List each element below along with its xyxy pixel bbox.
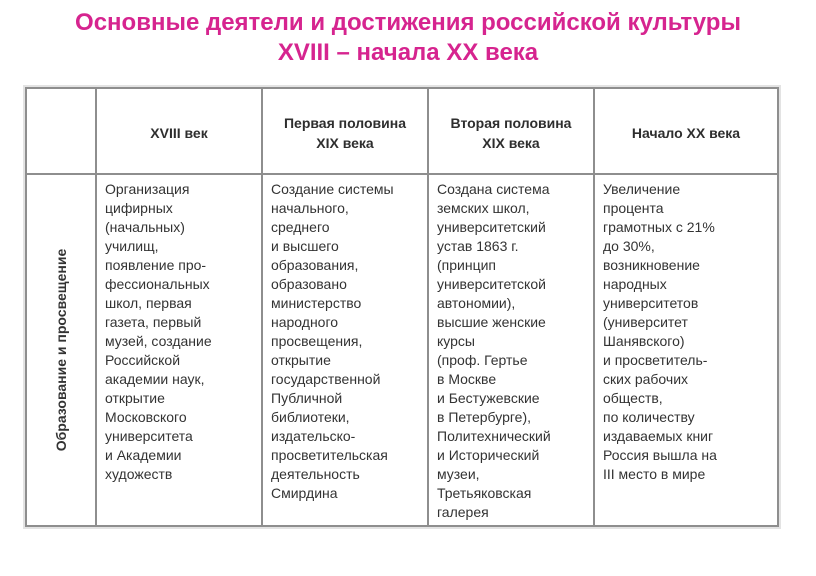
culture-table: [25, 87, 779, 527]
table-cell-18th-century: [96, 174, 262, 526]
cell-text-line: университета: [105, 428, 193, 444]
cell-text-line: университетской: [437, 276, 546, 292]
row-header-cell: [26, 174, 96, 526]
header-label-line-2: XIX века: [482, 135, 540, 151]
cell-text-line: курсы: [437, 333, 475, 349]
cell-text-line: в Москве: [437, 371, 497, 387]
cell-text-line: (начальных): [105, 219, 185, 235]
cell-text-line: Российской: [105, 352, 181, 368]
header-cell-early-19th-century: [262, 88, 428, 174]
cell-text-line: народного: [271, 314, 339, 330]
cell-text-line: открытие: [271, 352, 331, 368]
cell-text-line: Увеличение: [603, 181, 681, 197]
cell-text-line: до 30%,: [603, 238, 655, 254]
cell-text-line: издаваемых книг: [603, 428, 714, 444]
corner-cell: [26, 88, 96, 174]
cell-text-line: ских рабочих: [603, 371, 689, 387]
cell-text-line: образования,: [271, 257, 359, 273]
cell-text-line: Третьяковская: [437, 485, 532, 501]
cell-text-line: появление про-: [105, 257, 207, 273]
cell-text-line: устав 1863 г.: [437, 238, 519, 254]
title-line-1: Основные деятели и достижения российской культуры: [75, 9, 741, 36]
cell-text-line: открытие: [105, 390, 165, 406]
cell-text-line: школ, первая: [105, 295, 192, 311]
cell-text-line: и Исторический: [437, 447, 540, 463]
table-cell-late-19th-century: [428, 174, 594, 526]
cell-text-line: библиотеки,: [271, 409, 350, 425]
cell-text-line: возникновение: [603, 257, 700, 273]
cell-text-line: газета, первый: [105, 314, 202, 330]
cell-text-line: народных: [603, 276, 667, 292]
header-cell-18th-century: [96, 88, 262, 174]
cell-text-line: музеи,: [437, 466, 480, 482]
cell-text-line: художеств: [105, 466, 173, 482]
header-label-line-1: Первая половина: [283, 115, 407, 131]
cell-text-line: высшие женские: [437, 314, 546, 330]
cell-text-line: Создание системы: [271, 181, 394, 197]
cell-text-line: и Академии: [105, 447, 182, 463]
cell-text-line: и просветитель-: [603, 352, 708, 368]
cell-text-line: в Петербурге),: [437, 409, 532, 425]
cell-text-line: университетский: [437, 219, 546, 235]
header-row: [26, 88, 778, 174]
cell-text-line: грамотных с 21%: [603, 219, 715, 235]
cell-text-line: Россия вышла на: [603, 447, 717, 463]
cell-text-line: государственной: [271, 371, 381, 387]
cell-text-line: академии наук,: [105, 371, 205, 387]
cell-text-line: и Бестужевские: [437, 390, 540, 406]
cell-text-line: училищ,: [105, 238, 159, 254]
cell-text-line: Организация: [105, 181, 190, 197]
cell-text-line: образовано: [271, 276, 347, 292]
cell-text-line: Политехнический: [437, 428, 551, 444]
cell-text-line: Публичной: [271, 390, 343, 406]
cell-text-line: просветительская: [271, 447, 388, 463]
cell-text-line: фессиональных: [105, 276, 210, 292]
cell-text-line: автономии),: [437, 295, 516, 311]
cell-text-line: (университет: [603, 314, 688, 330]
cell-text-line: (проф. Гертье: [437, 352, 528, 368]
header-label: XVIII век: [150, 125, 208, 141]
title-line-2: XVIII – начала XX века: [277, 39, 539, 66]
cell-text-line: (принцип: [437, 257, 497, 273]
cell-text-line: среднего: [271, 219, 330, 235]
cell-text-line: Шанявского): [603, 333, 685, 349]
cell-text-line: музей, создание: [105, 333, 212, 349]
cell-text-line: Смирдина: [271, 485, 338, 501]
cell-text-line: министерство: [271, 295, 362, 311]
header-label: Начало XX века: [631, 125, 741, 141]
cell-text-line: цифирных: [105, 200, 173, 216]
header-label-line-1: Вторая половина: [450, 115, 572, 131]
cell-text-line: и высшего: [271, 238, 339, 254]
header-cell-late-19th-century: [428, 88, 594, 174]
cell-text-line: процента: [603, 200, 664, 216]
page-title: [0, 8, 816, 68]
row-label: Образование и просвещение: [53, 248, 69, 452]
cell-text-line: университетов: [603, 295, 699, 311]
cell-text-line: III место в мире: [603, 466, 706, 482]
cell-text-line: по количеству: [603, 409, 695, 425]
header-label-line-2: XIX века: [316, 135, 374, 151]
cell-text-line: обществ,: [603, 390, 663, 406]
cell-text-line: земских школ,: [437, 200, 530, 216]
cell-text-line: деятельность: [271, 466, 360, 482]
cell-text-line: галерея: [437, 504, 489, 520]
table-cell-early-20th-century: [594, 174, 778, 526]
table-row-education: [26, 174, 778, 526]
cell-text-line: Создана система: [437, 181, 550, 197]
cell-text-line: Московского: [105, 409, 187, 425]
cell-text-line: просвещения,: [271, 333, 363, 349]
cell-text-line: издательско-: [271, 428, 356, 444]
header-cell-early-20th-century: [594, 88, 778, 174]
cell-text-line: начального,: [271, 200, 349, 216]
table-cell-early-19th-century: [262, 174, 428, 526]
